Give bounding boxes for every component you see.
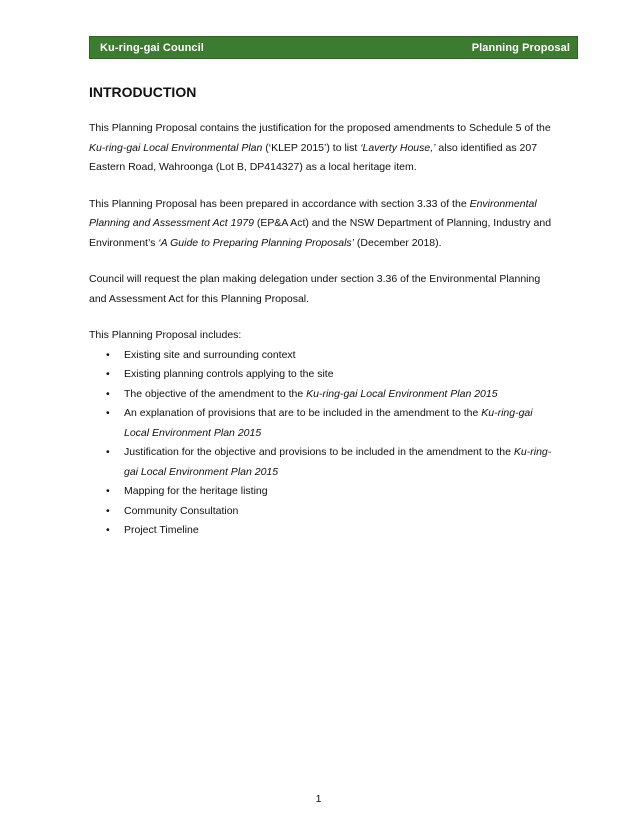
list-item bbox=[89, 502, 559, 522]
list-item-text: Existing site and surrounding context bbox=[124, 348, 296, 361]
list-item-text: Project Timeline bbox=[124, 524, 199, 536]
paragraph-preparation-guide-name: ‘A Guide to Preparing Planning Proposals’ bbox=[158, 236, 354, 249]
bullet-icon: • bbox=[106, 524, 110, 536]
header-document-type: Planning Proposal bbox=[471, 41, 570, 54]
paragraph-preparation-act-name: Environmental Planning and Assessment Act 1979 bbox=[89, 197, 537, 229]
list-item bbox=[89, 443, 559, 482]
paragraph-preparation-text-1: This Planning Proposal has been prepared in accordance with section 3.33 of the bbox=[89, 197, 470, 210]
list-item bbox=[89, 521, 559, 541]
list-item-plan-name: Ku-ring-gai Local Environment Plan 2015 bbox=[306, 387, 498, 400]
bullet-icon: • bbox=[106, 368, 110, 380]
document-header-bar bbox=[89, 36, 578, 59]
list-item bbox=[89, 482, 559, 502]
list-item bbox=[89, 404, 559, 443]
list-item-plan-name: Ku-ring-gai Local Environment Plan 2015 bbox=[124, 407, 533, 439]
page-content bbox=[89, 82, 559, 541]
bullet-icon: • bbox=[106, 485, 110, 497]
paragraph-purpose-text-1: This Planning Proposal contains the justification for the proposed amendments to Schedule 5 of the bbox=[89, 122, 551, 134]
paragraph-purpose-plan-name: Ku-ring-gai Local Environmental Plan bbox=[89, 141, 263, 154]
paragraph-delegation: Council will request the plan making delegation under section 3.36 of the Environmental Planning and Assessment Act for this Planning Proposal. bbox=[89, 273, 541, 305]
paragraph-purpose-house-name: ‘Laverty House,’ bbox=[360, 141, 436, 154]
bullet-icon: • bbox=[106, 348, 110, 361]
bullet-icon: • bbox=[106, 504, 110, 517]
paragraph-preparation-text-3: (December 2018). bbox=[354, 236, 442, 249]
list-item-text: Mapping for the heritage listing bbox=[124, 485, 268, 497]
paragraph-purpose bbox=[89, 119, 559, 178]
header-council-name: Ku-ring-gai Council bbox=[100, 41, 204, 54]
paragraph-purpose-text-2: (‘KLEP 2015’) to list bbox=[262, 141, 361, 154]
list-item-text: Community Consultation bbox=[124, 504, 239, 517]
list-item-text: The objective of the amendment to the bbox=[124, 387, 307, 400]
includes-list bbox=[89, 346, 559, 541]
list-item-text: Existing planning controls applying to the site bbox=[124, 368, 334, 380]
list-item bbox=[89, 346, 559, 366]
list-item bbox=[89, 365, 559, 385]
page-number: 1 bbox=[315, 793, 322, 805]
list-item bbox=[89, 385, 559, 405]
paragraph-includes-label: This Planning Proposal includes: bbox=[89, 329, 242, 341]
bullet-icon: • bbox=[106, 446, 110, 458]
bullet-icon: • bbox=[106, 387, 110, 400]
paragraph-preparation bbox=[89, 195, 559, 254]
list-item-plan-name: Ku-ring-gai Local Environment Plan 2015 bbox=[124, 446, 552, 478]
list-item-text: Justification for the objective and provisions to be included in the amendment to the bbox=[124, 446, 514, 458]
list-item-text: An explanation of provisions that are to be included in the amendment to the bbox=[124, 407, 482, 419]
section-heading: INTRODUCTION bbox=[89, 84, 197, 100]
bullet-icon: • bbox=[106, 407, 110, 419]
paragraph-purpose-text-3: also identified as 207 Eastern Road, Wahroonga (Lot B, DP414327) as a local heritage item. bbox=[89, 141, 538, 173]
paragraph-preparation-text-2: (EP&A Act) and the NSW Department of Planning, Industry and Environment’s bbox=[89, 217, 552, 249]
